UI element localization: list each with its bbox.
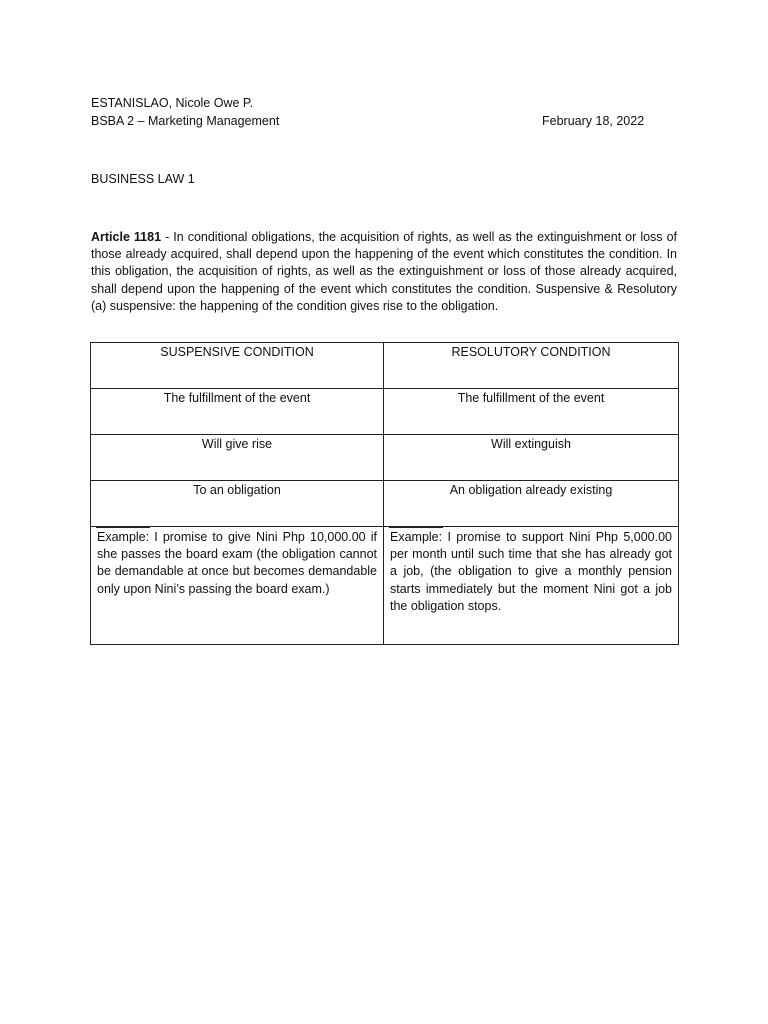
article-paragraph <box>91 229 677 315</box>
table-cell: Will extinguish <box>384 435 679 481</box>
table-cell: To an obligation <box>91 481 384 527</box>
header-resolutory: RESOLUTORY CONDITION <box>384 343 679 389</box>
suspensive-example <box>91 527 384 645</box>
document-date: February 18, 2022 <box>542 114 645 128</box>
conditions-table <box>90 342 679 645</box>
student-name: ESTANISLAO, Nicole Owe P. <box>91 96 254 110</box>
subject-title: BUSINESS LAW 1 <box>91 172 195 186</box>
article-text: - In conditional obligations, the acquisition of rights, as well as the extinguishment or loss of those already acquired, shall depend upon the happening of the event which constitutes the condition. In this obligation, the acquisition of rights, as well as the extinguishment or loss of those already acquired, shall depend upon the happening of the event which constitutes the condition. Suspensive & Resolutory (a) suspensive: the happening of the condition gives rise to the obligation. <box>91 230 677 313</box>
article-title: Article 1181 <box>91 230 162 244</box>
example-label: Example: <box>97 530 150 544</box>
header-suspensive: SUSPENSIVE CONDITION <box>91 343 384 389</box>
table-cell: The fulfillment of the event <box>384 389 679 435</box>
table-cell: An obligation already existing <box>384 481 679 527</box>
resolutory-example <box>384 527 679 645</box>
example-label: Example: <box>390 530 443 544</box>
table-row <box>91 481 679 527</box>
table-cell: The fulfillment of the event <box>91 389 384 435</box>
example-text: I promise to give Nini Php 10,000.00 if she passes the board exam (the obligation cannot be demandable at once but becomes demandable only upon Nini’s passing the board exam.) <box>97 530 377 596</box>
table-header-row <box>91 343 679 389</box>
example-row <box>91 527 679 645</box>
table-row <box>91 389 679 435</box>
program-name: BSBA 2 – Marketing Management <box>91 114 280 128</box>
table-cell: Will give rise <box>91 435 384 481</box>
example-text: I promise to support Nini Php 5,000.00 per month until such time that she has already got a job, (the obligation to give a monthly pension starts immediately but the moment Nini got a job the obligation stops. <box>390 530 672 613</box>
table-row <box>91 435 679 481</box>
